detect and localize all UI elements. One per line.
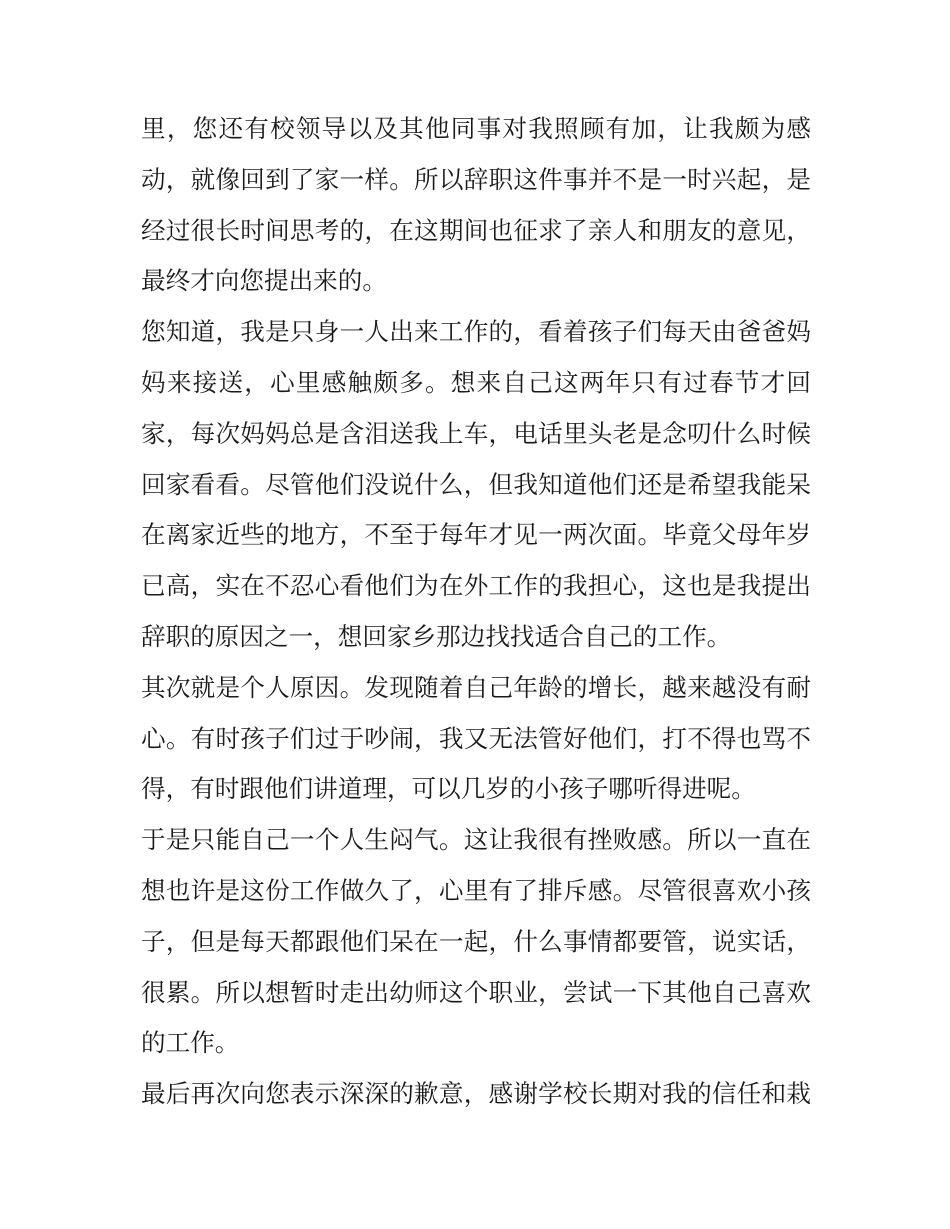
text-line: 经过很长时间思考的，在这期间也征求了亲人和朋友的意见， [141,215,811,245]
text-line: 动，就像回到了家一样。所以辞职这件事并不是一时兴起，是 [141,164,811,194]
text-line: 妈来接送，心里感触颇多。想来自己这两年只有过春节才回 [141,367,811,397]
document-body [141,104,811,1120]
text-line: 已高，实在不忍心看他们为在外工作的我担心，这也是我提出 [141,571,811,601]
text-line: 回家看看。尽管他们没说什么，但我知道他们还是希望我能呆 [141,469,811,499]
text-line: 其次就是个人原因。发现随着自己年龄的增长，越来越没有耐 [141,672,811,702]
text-line: 家，每次妈妈总是含泪送我上车，电话里头老是念叨什么时候 [141,418,811,448]
text-line: 里，您还有校领导以及其他同事对我照顾有加，让我颇为感 [141,114,811,143]
text-line: 最后再次向您表示深深的歉意，感谢学校长期对我的信任和栽 [141,1079,811,1109]
text-line: 得，有时跟他们讲道理，可以几岁的小孩子哪听得进呢。 [141,774,756,804]
text-line: 最终才向您提出来的。 [141,266,387,296]
text-line: 您知道，我是只身一人出来工作的，看着孩子们每天由爸爸妈 [141,317,811,347]
text-line: 辞职的原因之一，想回家乡那边找找适合自己的工作。 [141,621,732,651]
text-line: 的工作。 [141,1028,240,1058]
text-line: 心。有时孩子们过于吵闹，我又无法管好他们，打不得也骂不 [141,723,811,753]
text-line: 在离家近些的地方，不至于每年才见一两次面。毕竟父母年岁 [141,520,811,550]
text-line: 想也许是这份工作做久了，心里有了排斥感。尽管很喜欢小孩 [141,875,811,905]
text-line: 很累。所以想暂时走出幼师这个职业，尝试一下其他自己喜欢 [141,977,811,1007]
text-line: 于是只能自己一个人生闷气。这让我很有挫败感。所以一直在 [141,825,811,855]
text-line: 子，但是每天都跟他们呆在一起，什么事情都要管，说实话， [141,926,811,956]
